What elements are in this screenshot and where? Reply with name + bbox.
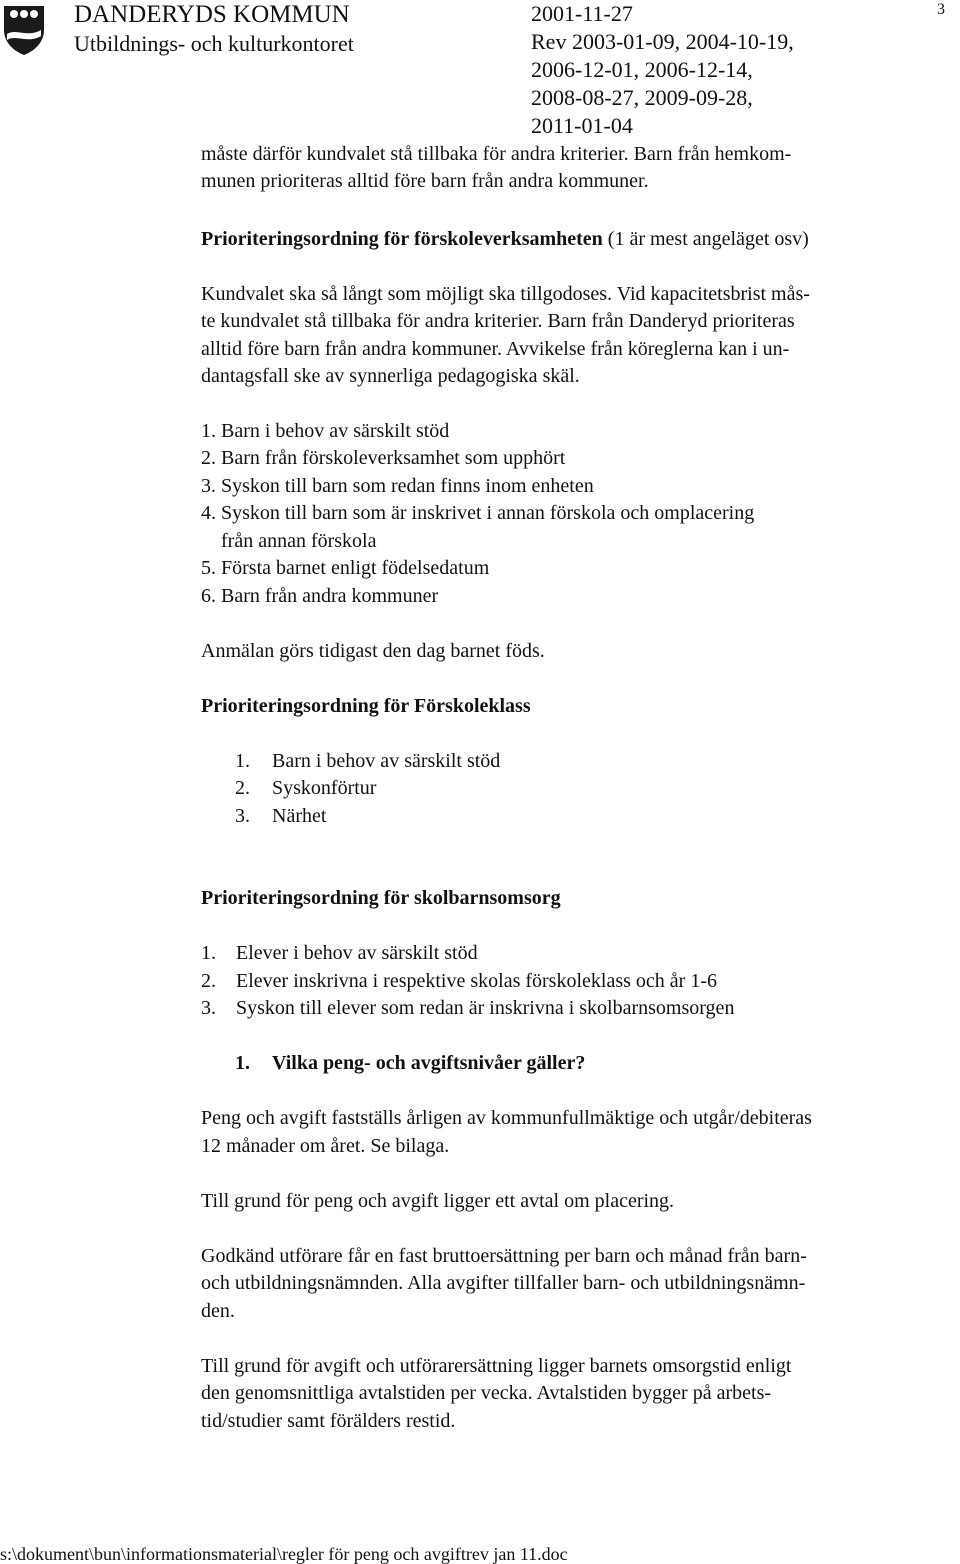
department-name: Utbildnings- och kulturkontoret [74,31,354,56]
list-number: 1. [201,942,216,964]
body-text-line: Till grund för avgift och utförarersättning ligger barnets omsorgstid enligt [201,1355,792,1377]
list-item: Elever i behov av särskilt stöd [236,942,478,964]
body-text-line: Peng och avgift fastställs årligen av kommunfullmäktige och utgår/debiteras [201,1107,812,1129]
list-number: 3. [235,805,250,827]
coat-of-arms-icon [2,4,46,56]
body-text-line: Kundvalet ska så långt som möjligt ska tillgodoses. Vid kapacitetsbrist mås- [201,283,810,305]
list-item: 2. Barn från förskoleverksamhet som upphört [201,447,566,469]
heading-bold-part: Prioriteringsordning för förskoleverksamheten [201,228,603,250]
list-number: 3. [201,997,216,1019]
body-text-line: 12 månader om året. Se bilaga. [201,1135,450,1157]
heading-note: (1 är mest angeläget osv) [602,228,809,250]
list-item: 6. Barn från andra kommuner [201,585,439,607]
revision-line: 2006-12-01, 2006-12-14, [531,57,753,82]
list-item: Elever inskrivna i respektive skolas förskoleklass och år 1-6 [236,970,717,992]
list-item: Syskonförtur [272,777,377,799]
list-item: Barn i behov av särskilt stöd [272,750,501,772]
body-text-line: och utbildningsnämnden. Alla avgifter tillfaller barn- och utbildningsnämn- [201,1272,806,1294]
list-number: 1. [235,750,250,772]
body-text-line: alltid före barn från andra kommuner. Avvikelse från köreglerna kan i un- [201,338,790,360]
list-item: 1. Barn i behov av särskilt stöd [201,420,450,442]
body-text-line: den genomsnittliga avtalstiden per vecka. Avtalstiden bygger på arbets- [201,1382,772,1404]
section-heading-forskoleklass: Prioriteringsordning för Förskoleklass [201,695,531,717]
body-text-line: Godkänd utförare får en fast bruttoersättning per barn och månad från barn- [201,1245,807,1267]
body-text-line: dantagsfall ske av synnerliga pedagogiska skäl. [201,365,580,387]
organization-name: DANDERYDS KOMMUN [74,1,350,28]
body-text-line: den. [201,1300,235,1322]
list-item: 4. Syskon till barn som är inskrivet i annan förskola och omplacering [201,502,755,524]
revision-line: 2008-08-27, 2009-09-28, [531,85,753,110]
list-item-continuation: från annan förskola [201,530,377,552]
section-heading-skolbarnsomsorg: Prioriteringsordning för skolbarnsomsorg [201,887,561,909]
body-text-line: tid/studier samt förälders restid. [201,1410,456,1432]
revision-line: 2011-01-04 [531,113,633,138]
list-number: 2. [201,970,216,992]
body-text-line: te kundvalet stå tillbaka för andra kriterier. Barn från Danderyd prioriteras [201,310,795,332]
list-item: 5. Första barnet enligt födelsedatum [201,557,490,579]
footer-file-path: s:\dokument\bun\informationsmaterial\regler för peng och avgiftrev jan 11.doc [0,1544,568,1564]
revision-line: Rev 2003-01-09, 2004-10-19, [531,29,794,54]
document-date: 2001-11-27 [531,1,633,26]
page-number: 3 [937,1,945,18]
section-heading-forskoleverksamhet [201,226,809,254]
list-number: 2. [235,777,250,799]
body-text-line: Till grund för peng och avgift ligger ett avtal om placering. [201,1190,675,1212]
list-item: Syskon till elever som redan är inskrivna i skolbarnsomsorgen [236,997,735,1019]
question-heading: Vilka peng- och avgiftsnivåer gäller? [272,1052,586,1074]
body-text-line: munen prioriteras alltid före barn från andra kommuner. [201,170,649,192]
body-text-line: måste därför kundvalet stå tillbaka för andra kriterier. Barn från hemkom- [201,143,792,165]
question-number: 1. [235,1052,250,1074]
list-item: 3. Syskon till barn som redan finns inom enheten [201,475,594,497]
revision-block [531,0,794,140]
list-item: Närhet [272,805,327,827]
body-text-line: Anmälan görs tidigast den dag barnet föds. [201,640,545,662]
